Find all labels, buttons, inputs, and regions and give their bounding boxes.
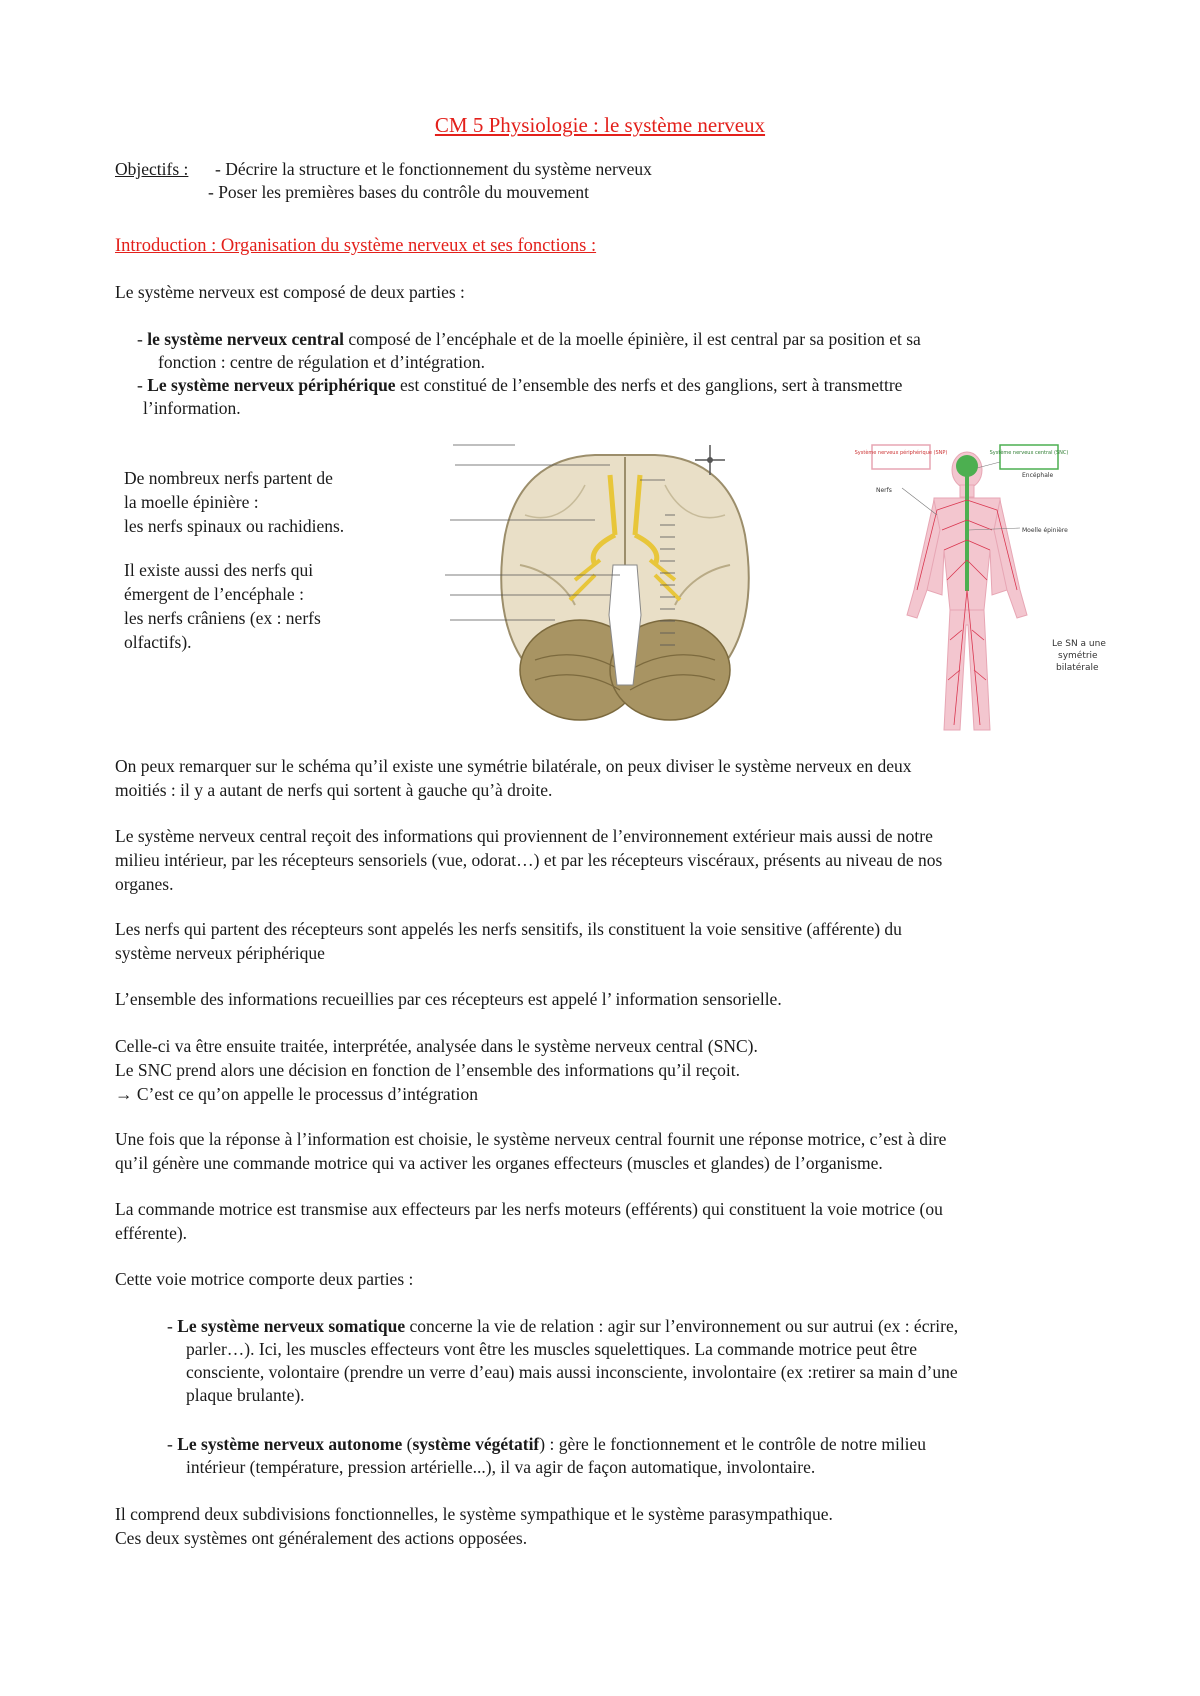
side-note-2 [124,558,321,654]
brain-ventral-figure [425,445,815,730]
snp-text2: l’information. [143,398,241,418]
text-line: efférente). [115,1223,188,1243]
snc-text1: composé de l’encéphale et de la moelle épinière, il est central par sa position et sa [344,329,921,349]
page-title: CM 5 Physiologie : le système nerveux [434,113,766,137]
text-line: milieu intérieur, par les récepteurs sensoriels (vue, odorat…) et par les récepteurs viscéraux, présents au niveau de nos [115,850,943,870]
somatique-l1: concerne la vie de relation : agir sur l’environnement ou sur autrui (ex : écrire, [405,1316,959,1336]
label-sym-1: Le SN a une [1052,639,1106,649]
side-note-line: Il existe aussi des nerfs qui [124,560,314,580]
label-sym-2: symétrie [1058,651,1098,661]
intro-heading: Introduction : Organisation du système nerveux et ses fonctions : [115,236,597,256]
snc-text2: fonction : centre de régulation et d’intégration. [158,352,486,372]
autonome-paren: ( [402,1434,413,1454]
somatique-bullet: - Le système nerveux somatique concerne la vie de relation : agir sur l’environnement ou sur autrui (ex : écrire, [167,1316,959,1336]
paragraph-receptors [115,824,942,896]
label-encephale: Encéphale [1022,472,1054,479]
text-line: On peux remarquer sur le schéma qu’il existe une symétrie bilatérale, on peux diviser le système nerveux en deux [115,756,912,776]
somatique-l4: plaque brulante). [186,1385,305,1405]
intro-lead: Le système nerveux est composé de deux parties : [115,282,465,302]
text-line: Une fois que la réponse à l’information est choisie, le système nerveux central fournit une réponse motrice, c’est à dire [115,1129,947,1149]
text-line: qu’il génère une commande motrice qui va activer les organes effecteurs (muscles et glandes) de l’organisme. [115,1153,883,1173]
text-line: Cette voie motrice comporte deux parties : [115,1269,414,1289]
side-note-line: olfactifs). [124,632,192,652]
snp-text1: est constitué de l’ensemble des nerfs et des ganglions, sert à transmettre [395,375,903,395]
text-line: moitiés : il y a autant de nerfs qui sortent à gauche qu’à droite. [115,780,553,800]
autonome-l1: ) : gère le fonctionnement et le contrôle de notre milieu [539,1434,927,1454]
text-line: Il comprend deux subdivisions fonctionnelles, le système sympathique et le système parasympathique. [115,1504,833,1524]
text-line: Les nerfs qui partent des récepteurs sont appelés les nerfs sensitifs, ils constituent la voie sensitive (afférente) du [115,919,902,939]
text-line: Celle-ci va être ensuite traitée, interprétée, analysée dans le système nerveux central (SNC). [115,1036,758,1056]
label-sym-3: bilatérale [1056,663,1099,673]
somatique-bold: Le système nerveux somatique [177,1316,406,1336]
paragraph-closing [115,1502,833,1550]
paragraph-motor-response [115,1127,946,1175]
text-line: L’ensemble des informations recueillies par ces récepteurs est appelé l’ information sensorielle. [115,989,782,1009]
side-note-line: émergent de l’encéphale : [124,584,304,604]
somatique-l3: consciente, volontaire (prendre un verre d’eau) mais aussi inconsciente, involontaire (ex :retirer sa main d’une [186,1362,958,1382]
objective-1: - Décrire la structure et le fonctionnement du système nerveux [215,159,652,179]
paragraph-motor-nerves [115,1197,943,1245]
label-moelle: Moelle épinière [1022,527,1068,534]
paragraph-motor-parts [115,1267,413,1291]
snc-bold: le système nerveux central [147,329,345,349]
snp-bullet: - Le système nerveux périphérique est constitué de l’ensemble des nerfs et des ganglions, sert à transmettre [137,375,903,395]
label-nerfs: Nerfs [876,487,892,494]
paragraph-symmetry [115,754,911,802]
autonome-bullet: - Le système nerveux autonome (système végétatif) : gère le fonctionnement et le contrôle de notre milieu [167,1434,927,1454]
paragraph-integration [115,1034,758,1106]
text-line: Ces deux systèmes ont généralement des actions opposées. [115,1528,528,1548]
label-pns: Système nerveux périphérique (SNP) [854,450,948,456]
side-note-1 [124,466,344,538]
text-line: système nerveux périphérique [115,943,325,963]
side-note-line: les nerfs spinaux ou rachidiens. [124,516,345,536]
autonome-bold1: Le système nerveux autonome [177,1434,403,1454]
autonome-bold2: système végétatif [412,1434,540,1454]
snp-bold: Le système nerveux périphérique [147,375,396,395]
objectives-heading: Objectifs : [115,159,189,179]
objective-2: - Poser les premières bases du contrôle du mouvement [208,182,590,202]
autonome-l2: intérieur (température, pression artérielle...), il va agir de façon automatique, involontaire. [186,1457,816,1477]
paragraph-sensory-info [115,987,782,1011]
body-nervous-system-figure [854,440,1112,740]
paragraph-sensory-nerves [115,917,902,965]
side-note-line: les nerfs crâniens (ex : nerfs [124,608,321,628]
snc-bullet: - le système nerveux central composé de l’encéphale et de la moelle épinière, il est central par sa position et sa [137,329,921,349]
text-line: Le système nerveux central reçoit des informations qui proviennent de l’environnement extérieur mais aussi de notre [115,826,933,846]
text-line: → C’est ce qu’on appelle le processus d’intégration [115,1084,479,1104]
somatique-l2: parler…). Ici, les muscles effecteurs vont être les muscles squelettiques. La commande motrice peut être [186,1339,918,1359]
text-line: Le SNC prend alors une décision en fonction de l’ensemble des informations qu’il reçoit. [115,1060,740,1080]
side-note-line: De nombreux nerfs partent de [124,468,333,488]
text-line: La commande motrice est transmise aux effecteurs par les nerfs moteurs (efférents) qui constituent la voie motrice (ou [115,1199,943,1219]
text-line: organes. [115,874,174,894]
side-note-line: la moelle épinière : [124,492,259,512]
label-cns: Système nerveux central (SNC) [989,450,1069,456]
objectives-label [115,157,188,181]
